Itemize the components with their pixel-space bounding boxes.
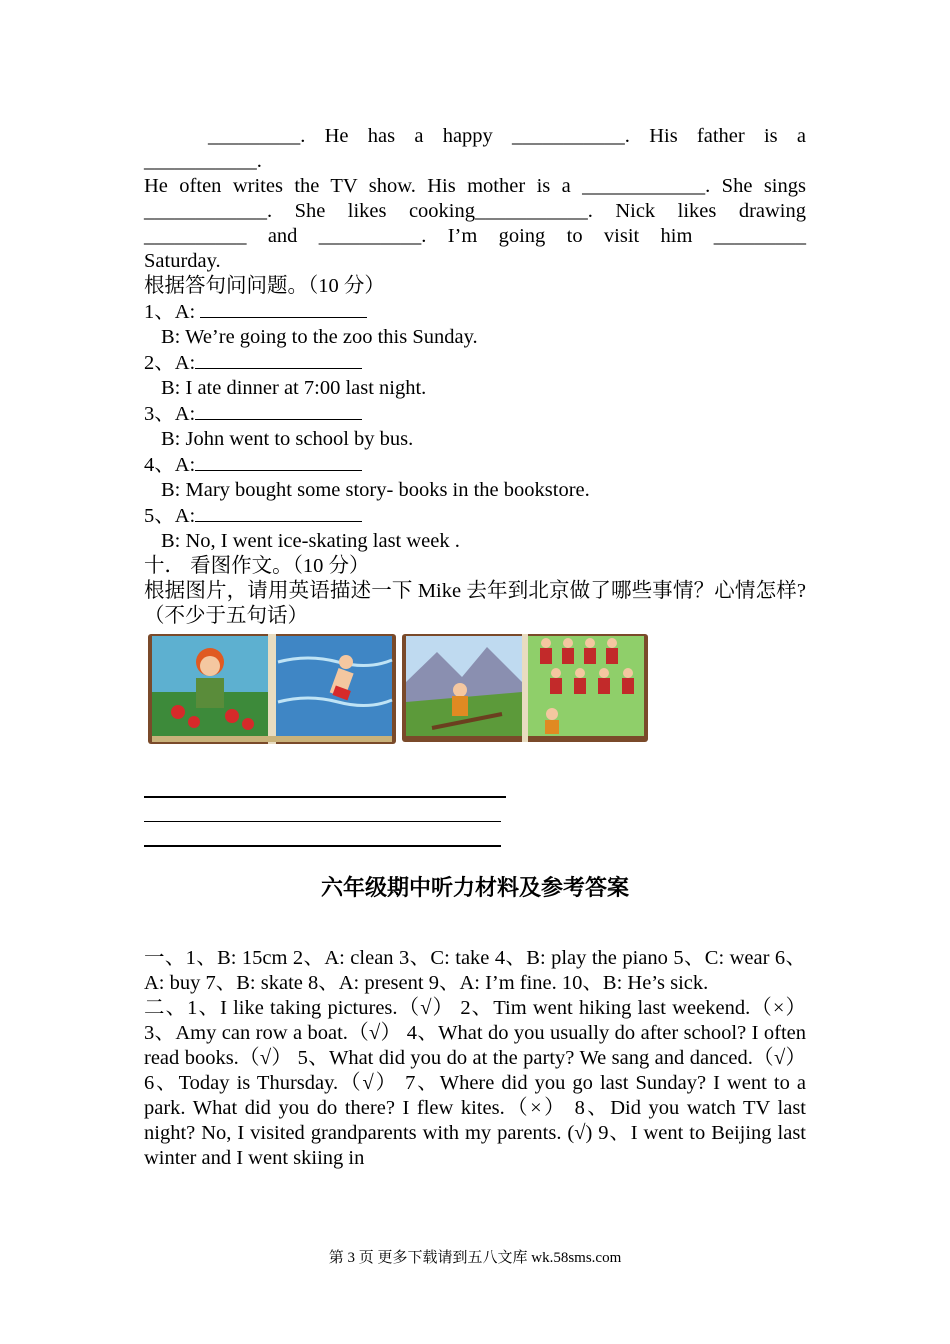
passage-line: ___________.: [144, 150, 262, 172]
question-a: [144, 350, 806, 376]
question-b: B: No, I went ice-skating last week .: [161, 530, 460, 552]
question-a-label: 2、A:: [144, 352, 196, 374]
section-header: 十． 看图作文。（10 分）: [144, 555, 370, 577]
page-footer: 第 3 页 更多下载请到五八文库 wk.58sms.com: [328, 1250, 622, 1266]
passage-line: He often writes the TV show. His mother is a ____________. She sings: [144, 175, 806, 197]
answer-blank[interactable]: [195, 401, 362, 420]
composition-instruction: 根据图片，请用英语描述一下 Mike 去年到北京做了哪些事情？心情怎样?（不少于五句话）: [144, 580, 806, 627]
question-b: B: I ate dinner at 7:00 last night.: [161, 377, 427, 399]
question-a: [144, 299, 806, 325]
question-a: [144, 401, 806, 427]
question-b: B: Mary bought some story- books in the bookstore.: [161, 479, 590, 501]
writing-line[interactable]: [144, 821, 501, 823]
question-a-label: 4、A:: [144, 454, 196, 476]
answer-blank[interactable]: [195, 350, 362, 369]
question-a-label: 5、A:: [144, 505, 196, 527]
question-a-label: 1、A:: [144, 301, 201, 323]
answers-title: 六年级期中听力材料及参考答案: [320, 874, 629, 900]
question-a: [144, 452, 806, 478]
answers-section: [144, 946, 806, 1171]
passage-line: _________. He has a happy ___________. His father is a: [208, 125, 806, 147]
passage-line: ____________. She likes cooking___________. Nick likes drawing: [144, 200, 806, 222]
passage-line: __________ and __________. I’m going to visit him _________: [144, 225, 806, 247]
writing-lines: [144, 796, 806, 847]
answer-blank[interactable]: [195, 503, 362, 522]
writing-line[interactable]: [144, 796, 506, 798]
answers-part-one: 一、1、B: 15cm 2、A: clean 3、C: take 4、B: play the piano 5、C: wear 6、A: buy 7、B: skate 8、A: present 9、A: I’m fine. 10、B: He’s sick.: [144, 946, 806, 994]
answers-part-two: 二、1、I like taking pictures.（√） 2、Tim went hiking last weekend.（×） 3、Amy can row a boat.（√） 4、What do you usually do after school? I often read books.（√） 5、What did you do at the party? We sang and danced.（√） 6、Today is Thursday.（√） 7、Where did you go last Sunday? I went to a park. What did you do there? I flew kites.（×） 8、Did you watch TV last night? No, I visited grandparents with my parents. (√) 9、I went to Beijing last winter and I went skiing in: [144, 996, 806, 1169]
page-content: [144, 124, 806, 1171]
family-passage: [144, 124, 806, 274]
picture-book-left: [148, 632, 396, 746]
question-a: [144, 503, 806, 529]
questions-section: [144, 274, 806, 554]
question-a-label: 3、A:: [144, 403, 196, 425]
writing-line[interactable]: [144, 845, 501, 847]
passage-line: Saturday.: [144, 250, 221, 272]
question-b: B: We’re going to the zoo this Sunday.: [161, 326, 478, 348]
answer-blank[interactable]: [200, 299, 367, 318]
section-header: 根据答句问问题。（10 分）: [144, 275, 385, 297]
picture-books: [148, 632, 806, 750]
picture-book-right: [402, 632, 648, 746]
answer-blank[interactable]: [195, 452, 362, 471]
composition-section: [144, 554, 806, 847]
question-b: B: John went to school by bus.: [161, 428, 414, 450]
